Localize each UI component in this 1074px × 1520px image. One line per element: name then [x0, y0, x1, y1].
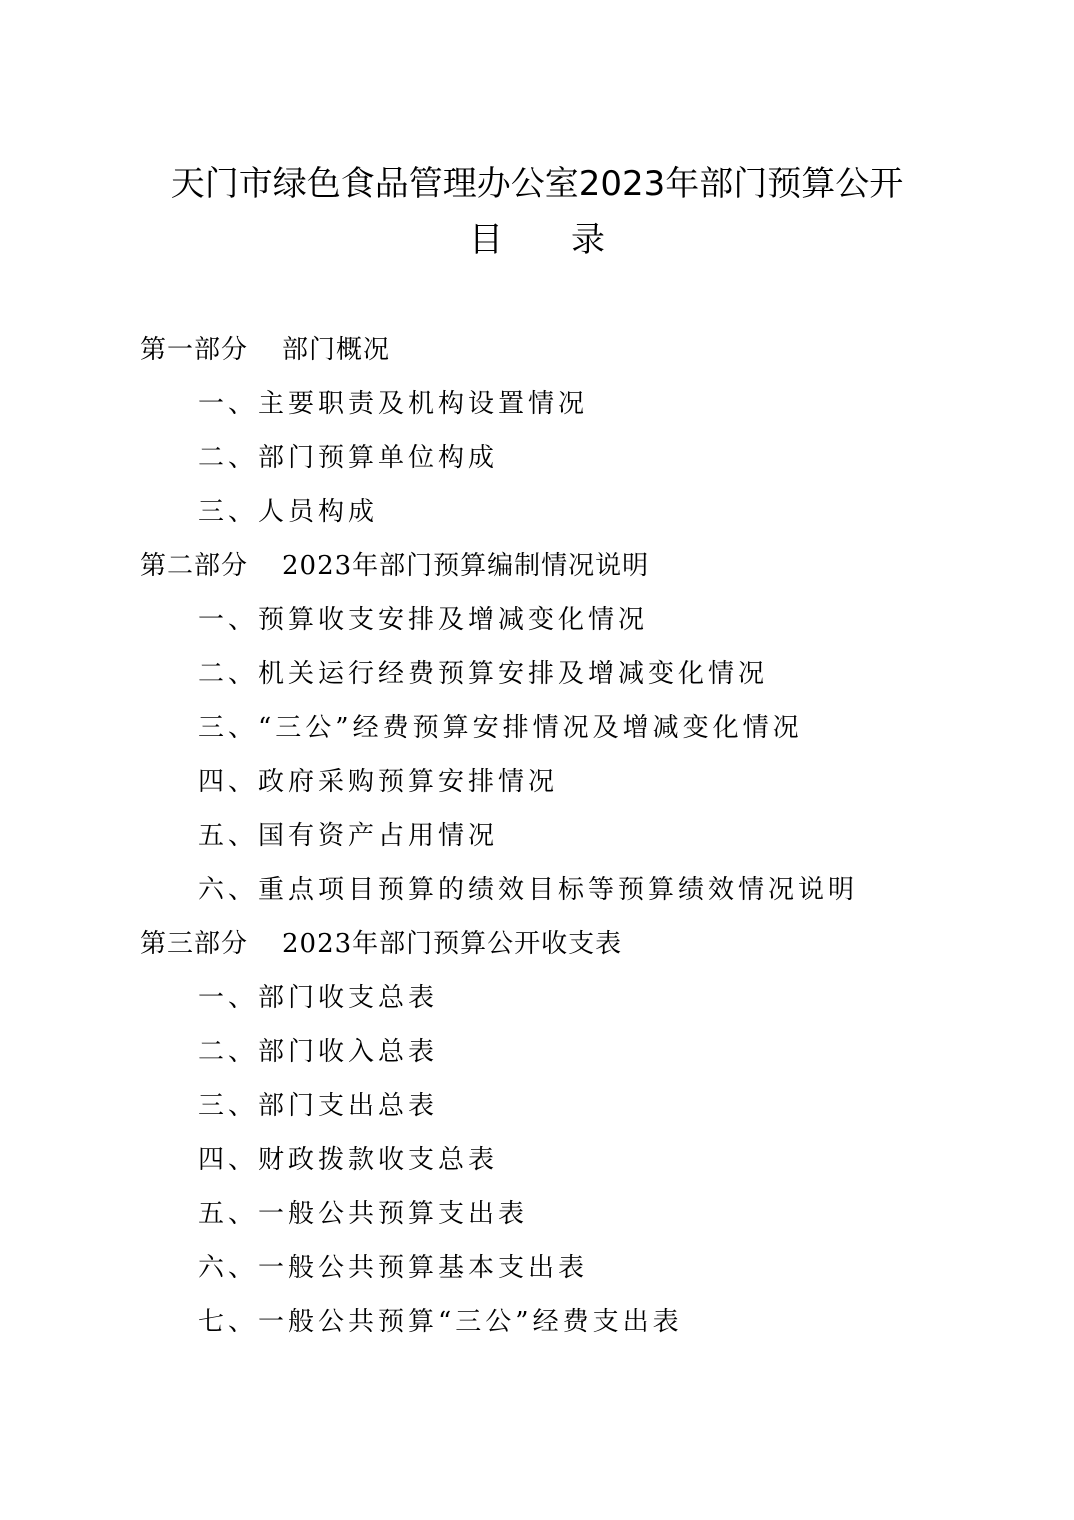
toc-item[interactable]: 三、人员构成: [198, 497, 379, 527]
toc-item[interactable]: 二、部门预算单位构成: [198, 443, 499, 473]
toc-item[interactable]: 六、重点项目预算的绩效目标等预算绩效情况说明: [198, 875, 859, 905]
toc-part-label: 第二部分: [140, 551, 249, 581]
toc-item[interactable]: 二、机关运行经费预算安排及增减变化情况: [198, 659, 769, 689]
toc-item[interactable]: 三、部门支出总表: [198, 1091, 439, 1121]
toc-part-title: 部门概况: [282, 335, 391, 365]
toc-item[interactable]: 四、财政拨款收支总表: [198, 1145, 499, 1175]
toc-item[interactable]: 七、一般公共预算“三公”经费支出表: [198, 1307, 683, 1337]
toc-part-3[interactable]: [140, 927, 622, 961]
document-title: 天门市绿色食品管理办公室2023年部门预算公开: [170, 164, 904, 204]
toc-item[interactable]: 二、部门收入总表: [198, 1037, 439, 1067]
toc-item[interactable]: 一、部门收支总表: [198, 983, 439, 1013]
toc-item[interactable]: 四、政府采购预算安排情况: [198, 767, 559, 797]
toc-item[interactable]: 三、“三公”经费预算安排情况及增减变化情况: [198, 713, 803, 743]
toc-part-label: 第三部分: [140, 929, 249, 959]
toc-part-title: 2023年部门预算公开收支表: [282, 929, 623, 959]
toc-part-title: 2023年部门预算编制情况说明: [282, 551, 650, 581]
toc-item[interactable]: 一、主要职责及机构设置情况: [198, 389, 589, 419]
toc-part-1[interactable]: [140, 333, 390, 367]
toc-heading-char-1: 目: [469, 220, 503, 260]
toc-heading-char-2: 录: [571, 220, 605, 260]
toc-part-label: 第一部分: [140, 335, 249, 365]
toc-item[interactable]: 一、预算收支安排及增减变化情况: [198, 605, 649, 635]
toc-item[interactable]: 五、一般公共预算支出表: [198, 1199, 529, 1229]
toc-item[interactable]: 六、一般公共预算基本支出表: [198, 1253, 589, 1283]
toc-part-2[interactable]: [140, 549, 649, 583]
toc-item[interactable]: 五、国有资产占用情况: [198, 821, 499, 851]
